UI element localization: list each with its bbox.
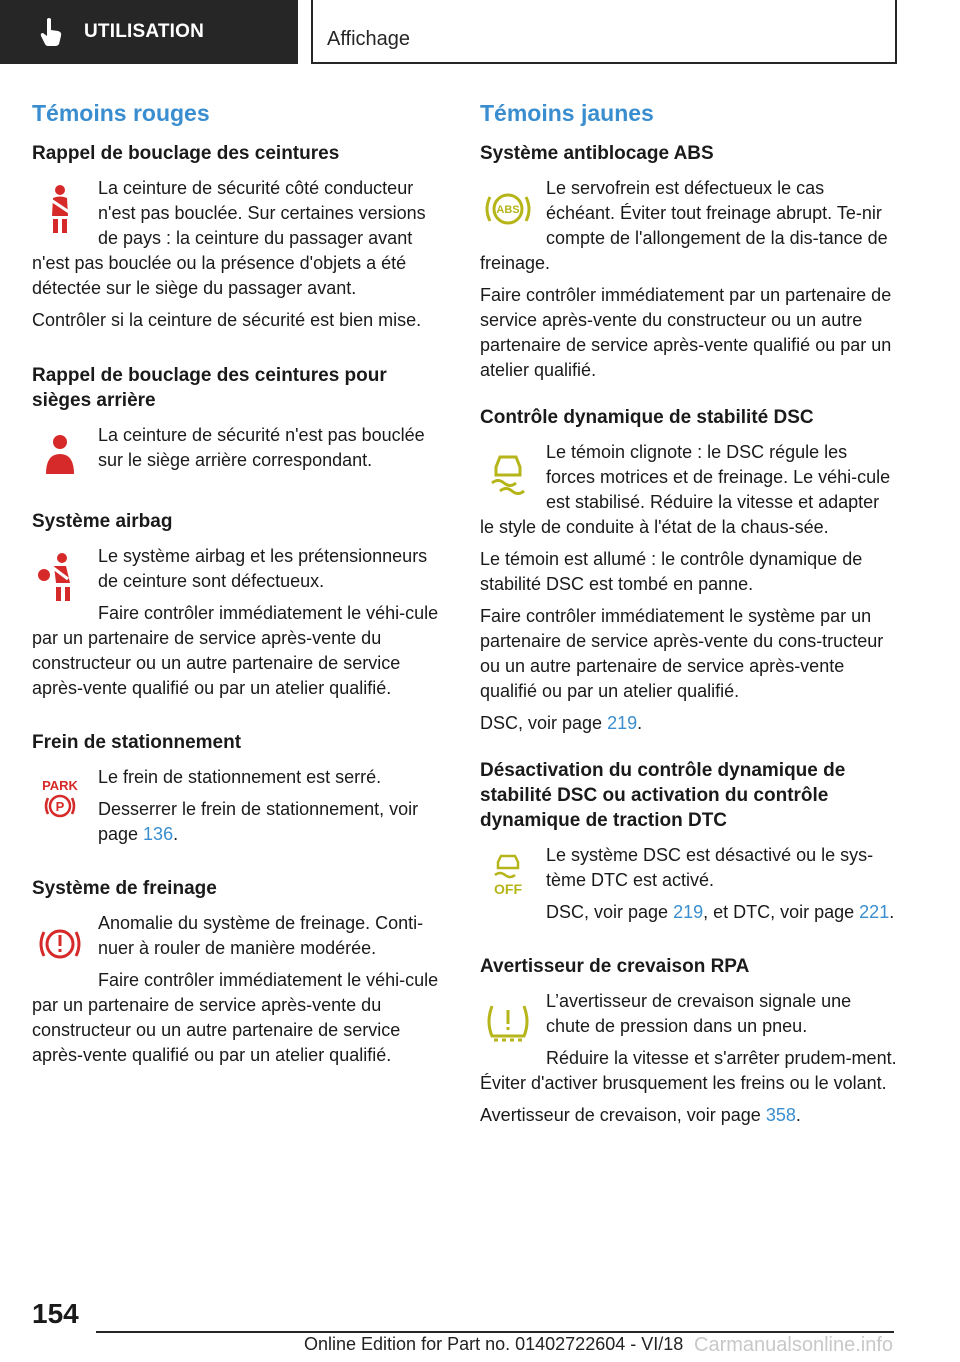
rpa-text-1: L’avertisseur de crevaison signale une chute de pression dans un pneu. [546, 991, 852, 1036]
tire-pressure-icon [480, 991, 536, 1053]
airbag-title: Système airbag [32, 511, 173, 532]
parking-brake-text-1: Le frein de stationnement est serré. [98, 767, 382, 787]
airbag-text-2: Faire contrôler immédiatement le véhi‐cule par un partenaire de service après-vente du constructeur ou un autre partenaire de service après-vente qualifié ou par un atelier qualifié. [32, 603, 439, 698]
seatbelt-title: Rappel de bouclage des ceintures [32, 143, 340, 164]
rear-seat-icon [32, 425, 88, 487]
brake-warning-icon [32, 913, 88, 975]
heading-red-lights: Témoins rouges [32, 100, 210, 126]
dsc-text-1: Le témoin clignote : le DSC régule les forces motrices et de freinage. Le véhi‐cule est stabilisé. Réduire la vitesse et adapter le style de conduite à l'état de la chaus‐sée. [480, 442, 891, 537]
dsc-off-block [480, 758, 898, 932]
airbag-text-1: Le système airbag et les prétensionneurs de ceinture sont défectueux. [98, 546, 428, 591]
rear-seatbelt-text-1: La ceinture de sécurité n'est pas bouclée sur le siège arrière correspondant. [98, 425, 425, 470]
dsc-off-icon-label: OFF [494, 881, 522, 897]
dsc-text-4: DSC, voir page 219. [480, 713, 643, 733]
abs-icon-label: ABS [496, 204, 520, 216]
rpa-text-2: Réduire la vitesse et s'arrêter prudem‐ment. Éviter d'activer brusquement les freins ou le volant. [480, 1048, 897, 1093]
airbag-icon [32, 546, 88, 608]
parking-brake-text-2: Desserrer le frein de stationnement, voir page 136. [98, 799, 419, 844]
park-icon-label: PARK [42, 778, 78, 793]
chapter-title: Affichage [327, 28, 411, 50]
page-link-219b[interactable]: 219 [673, 902, 704, 922]
park-icon-letter: P [55, 799, 65, 814]
parking-brake-title: Frein de stationnement [32, 732, 242, 753]
airbag-block [32, 509, 450, 708]
abs-icon [480, 178, 536, 240]
seatbelt-block [32, 141, 450, 333]
section-title: UTILISATION [84, 21, 205, 42]
rear-seatbelt-title: Rappel de bouclage des ceintures pour sièges arrière [32, 365, 387, 411]
seatbelt-text-2: Contrôler si la ceinture de sécurité est bien mise. [32, 310, 422, 330]
rpa-text-3: Avertisseur de crevaison, voir page 358. [480, 1105, 801, 1125]
park-brake-icon [32, 767, 88, 829]
page-link-221[interactable]: 221 [859, 902, 890, 922]
rear-seatbelt-block [32, 363, 450, 487]
parking-brake-block [32, 730, 450, 854]
dsc-off-icon [480, 845, 536, 907]
section-tab [0, 0, 298, 64]
rpa-title: Avertisseur de crevaison RPA [480, 956, 750, 977]
brake-system-text-2: Faire contrôler immédiatement le véhi‐cule par un partenaire de service après-vente du constructeur ou un autre partenaire de service après-vente qualifié ou par un atelier qualifié. [32, 970, 439, 1065]
page-link-136[interactable]: 136 [143, 824, 174, 844]
page-header [0, 0, 960, 66]
footer-divider [96, 1331, 894, 1333]
brake-system-title: Système de freinage [32, 878, 217, 899]
dsc-icon [480, 442, 536, 504]
dsc-text-2: Le témoin est allumé : le contrôle dynamique de stabilité DSC est tombé en panne. [480, 549, 863, 594]
rpa-block [480, 954, 898, 1128]
abs-text-2: Faire contrôler immédiatement par un partenaire de service après-vente du constructeur ou un autre partenaire de service après-vente qualifié ou par un atelier qualifié. [480, 285, 892, 380]
seatbelt-text-1: La ceinture de sécurité côté conducteur n'est pas bouclée. Sur certaines versions de pays : la ceinture du passager avant n'est pas bouclée ou la présence d'objets a été détectée sur le siège du passager avant. [32, 178, 426, 298]
abs-text-1: Le servofrein est défectueux le cas échéant. Éviter tout freinage abrupt. Te‐nir compte de l'allongement de la dis‐tance de freinage. [480, 178, 888, 273]
dsc-text-3: Faire contrôler immédiatement le système par un partenaire de service après-vente du cons‐tructeur ou un autre partenaire de service après-vente qualifié ou par un atelier qualifié. [480, 606, 884, 701]
edition-text: Online Edition for Part no. 01402722604 - VI/18 [304, 1334, 684, 1354]
dsc-off-text-1: Le système DSC est désactivé ou le sys‐tème DTC est activé. [546, 845, 874, 890]
dsc-off-title: Désactivation du contrôle dynamique de stabilité DSC ou activation du contrôle dynamique de traction DTC [480, 760, 846, 831]
abs-title: Système antiblocage ABS [480, 143, 714, 164]
chapter-box [311, 0, 897, 64]
hand-pointer-icon [38, 17, 64, 47]
dsc-block [480, 405, 898, 736]
page-number: 154 [32, 1298, 79, 1329]
watermark: Carmanualsonline.info [694, 1334, 894, 1356]
seatbelt-icon [32, 178, 88, 240]
page-link-358[interactable]: 358 [765, 1105, 796, 1125]
right-column [480, 100, 898, 1150]
dsc-off-text-2: DSC, voir page 219, et DTC, voir page 221. [546, 902, 895, 922]
brake-system-block [32, 876, 450, 1075]
brake-system-text-1: Anomalie du système de freinage. Conti‐nuer à rouler de manière modérée. [98, 913, 424, 958]
dsc-title: Contrôle dynamique de stabilité DSC [480, 407, 814, 428]
heading-yellow-lights: Témoins jaunes [480, 100, 654, 126]
abs-block [480, 141, 898, 383]
page-link-219[interactable]: 219 [607, 713, 638, 733]
left-column [32, 100, 450, 1097]
